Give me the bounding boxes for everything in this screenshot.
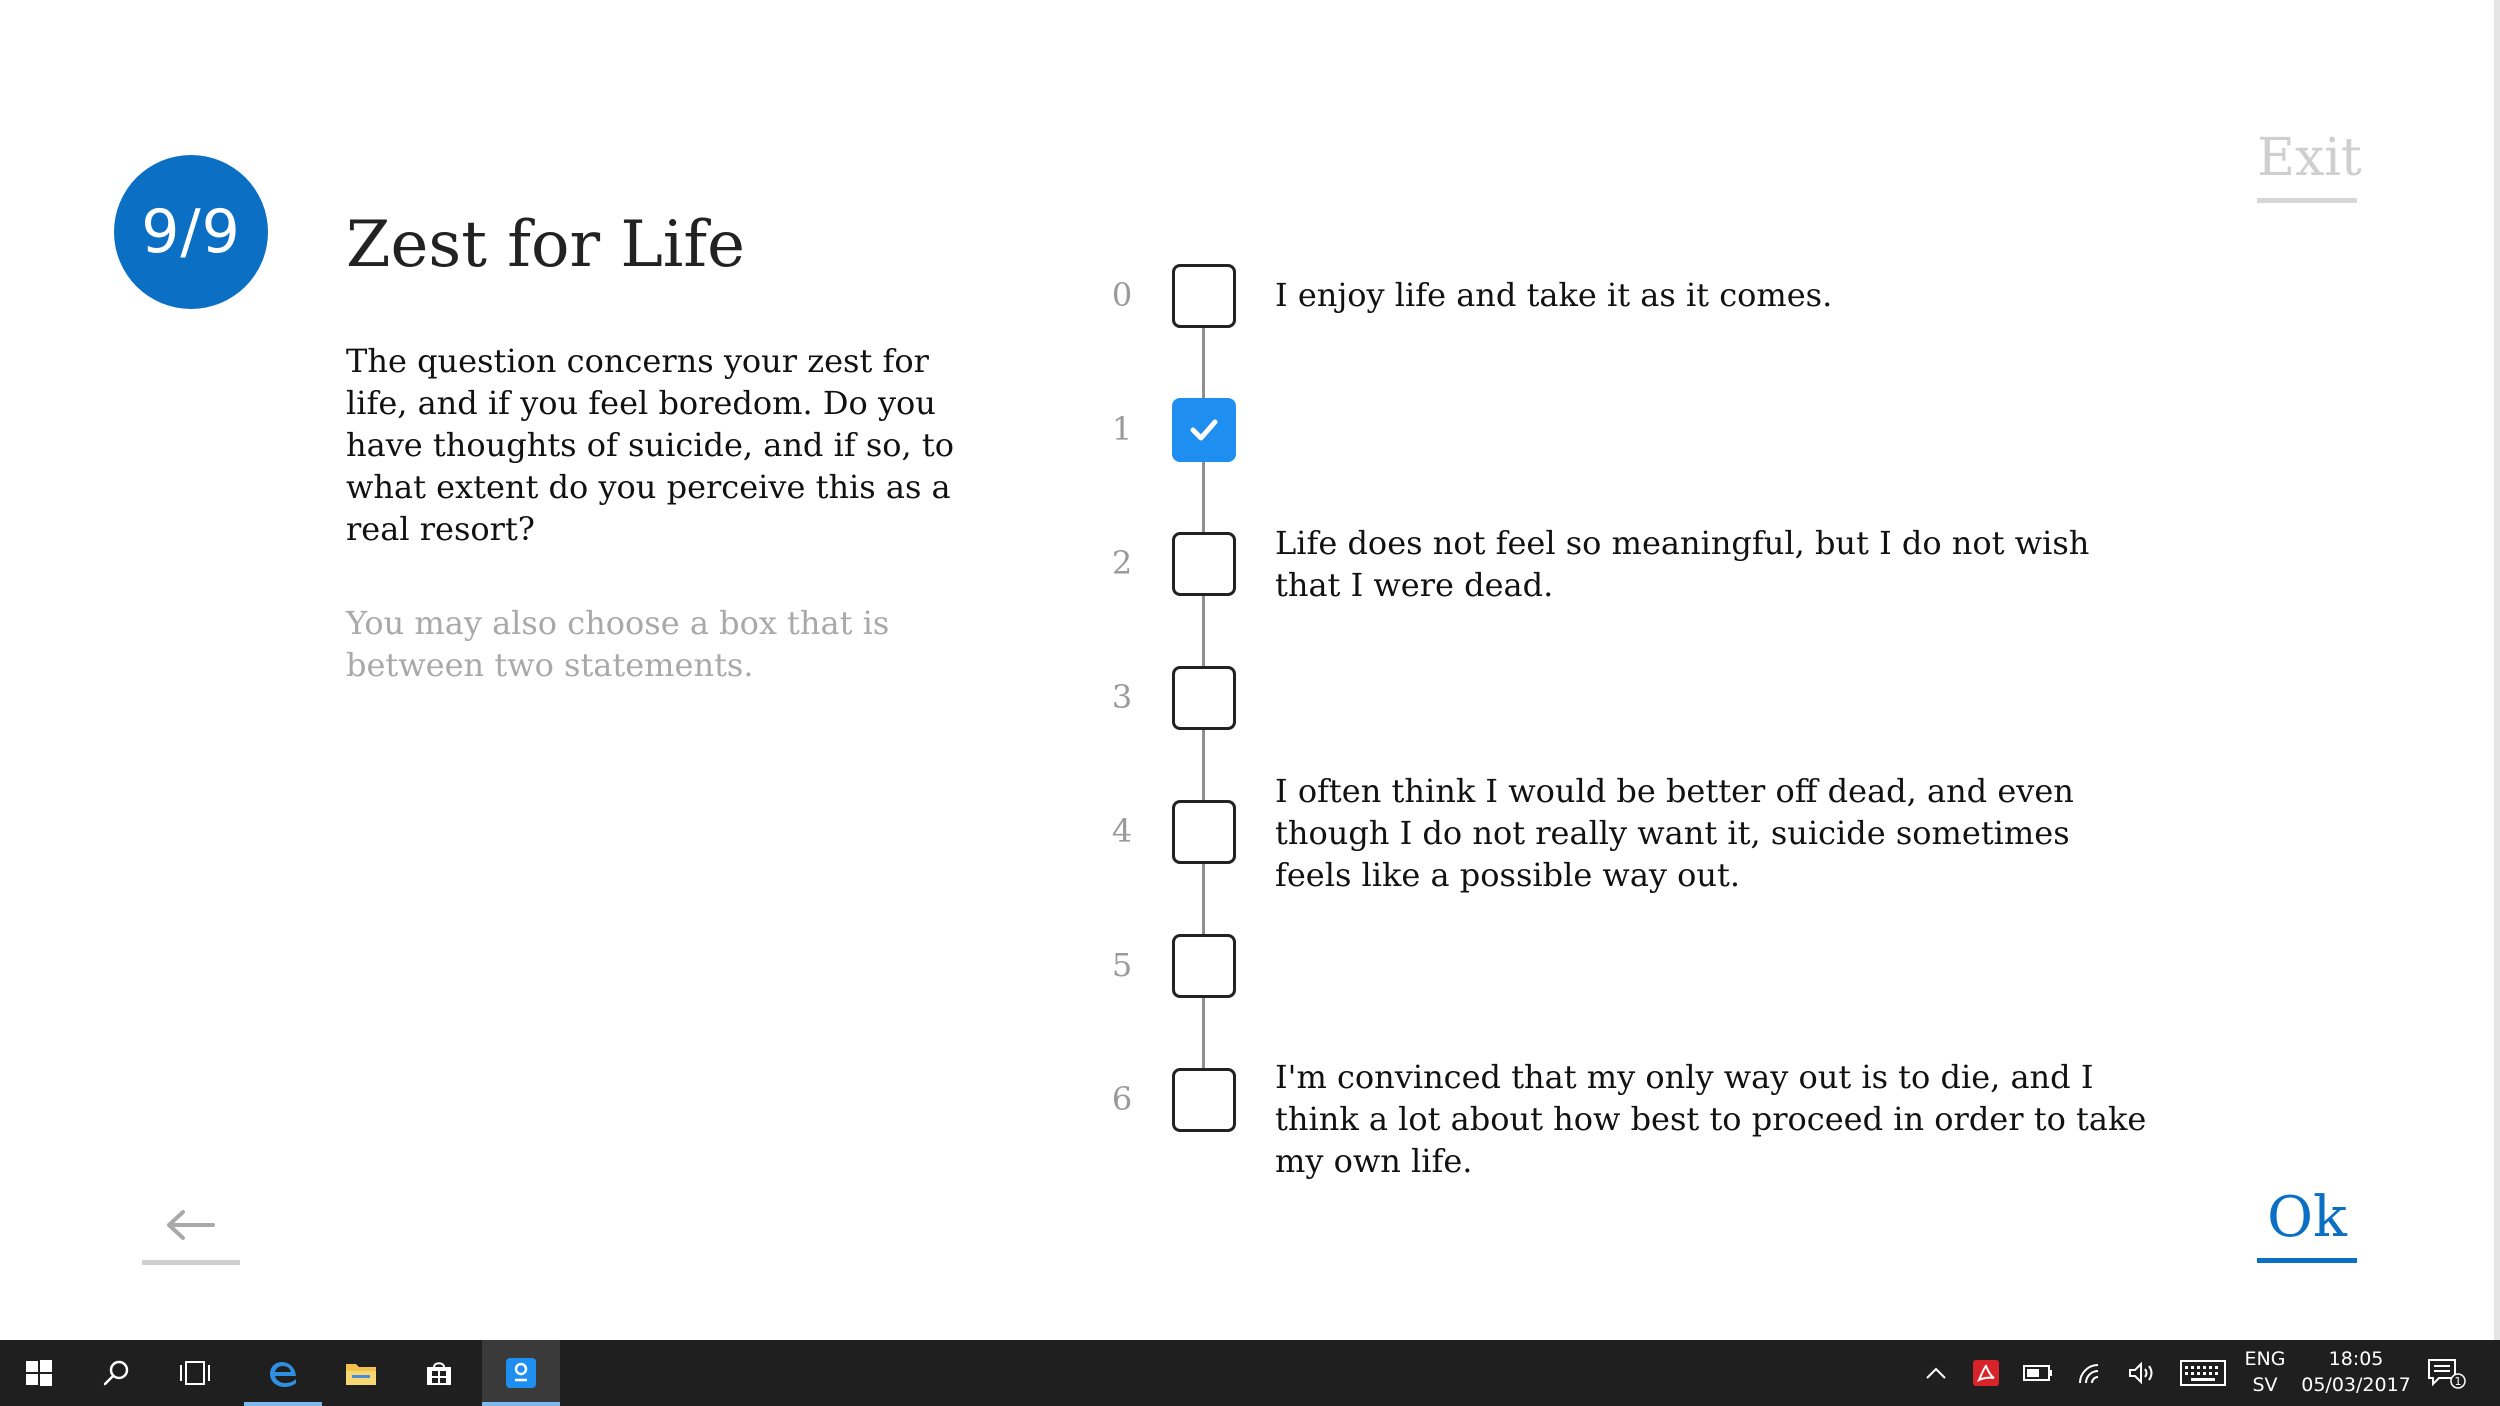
progress-badge: 9/9 — [114, 155, 268, 309]
task-view-button[interactable] — [156, 1340, 234, 1406]
scale-option-5 — [0, 934, 2500, 998]
show-hidden-icons-button[interactable] — [1918, 1358, 1954, 1388]
volume-icon — [2127, 1361, 2157, 1385]
scale-option-3 — [0, 666, 2500, 730]
scale-number: 4 — [1111, 812, 1133, 850]
question-title: Zest for Life — [346, 208, 745, 282]
input-language-indicator[interactable] — [2240, 1346, 2290, 1398]
scale-number: 3 — [1111, 678, 1133, 716]
wifi-icon — [2076, 1361, 2104, 1385]
question-hint: You may also choose a box that is between two statements. — [346, 604, 890, 684]
notification-count: 1 — [2454, 1375, 2462, 1388]
chevron-up-icon — [1925, 1366, 1947, 1380]
scale-checkbox-4[interactable] — [1172, 800, 1236, 864]
language-code: ENG — [2244, 1348, 2286, 1370]
scale-number: 1 — [1111, 410, 1133, 448]
search-button[interactable] — [78, 1340, 156, 1406]
scale-statement: I often think I would be better off dead, and even though I do not really want it, suicide sometimes feels like a possible way out. — [1275, 772, 2074, 894]
scale-checkbox-5[interactable] — [1172, 934, 1236, 998]
question-description: The question concerns your zest for life, and if you feel boredom. Do you have thoughts of suicide, and if so, to what extent do you perceive this as a real resort? — [346, 342, 954, 548]
scale-option-6 — [0, 1058, 2500, 1180]
scale-checkbox-6[interactable] — [1172, 1068, 1236, 1132]
battery-icon — [2023, 1364, 2053, 1382]
scale-option-4 — [0, 772, 2500, 894]
taskbar — [0, 1340, 2500, 1406]
exit-button[interactable]: Exit — [2257, 128, 2357, 203]
keyboard-layout-code: SV — [2252, 1374, 2278, 1396]
search-icon — [102, 1358, 132, 1388]
questionnaire-app-button[interactable] — [482, 1340, 560, 1406]
app-icon — [504, 1356, 538, 1390]
clock-time: 18:05 — [2328, 1348, 2384, 1370]
folder-icon — [344, 1358, 378, 1388]
clock-date: 05/03/2017 — [2301, 1374, 2411, 1396]
start-button[interactable] — [0, 1340, 78, 1406]
acrobat-icon — [1972, 1359, 2000, 1387]
scale-checkbox-0[interactable] — [1172, 264, 1236, 328]
volume-tray-button[interactable] — [2124, 1358, 2160, 1388]
arrow-left-icon — [165, 1210, 217, 1240]
clock[interactable] — [2296, 1346, 2416, 1398]
action-center-button[interactable] — [2424, 1358, 2470, 1388]
touch-keyboard-button[interactable] — [2178, 1358, 2228, 1388]
task-view-icon — [179, 1359, 211, 1387]
edge-browser-button[interactable] — [244, 1340, 322, 1406]
store-icon — [423, 1357, 455, 1389]
scale-checkbox-2[interactable] — [1172, 532, 1236, 596]
scale-checkbox-3[interactable] — [1172, 666, 1236, 730]
scale-statement: I'm convinced that my only way out is to die, and I think a lot about how best to proceed in order to take my own life. — [1275, 1058, 2147, 1180]
scale-option-0 — [0, 264, 2500, 328]
store-button[interactable] — [400, 1340, 478, 1406]
scale-statement: Life does not feel so meaningful, but I do not wish that I were dead. — [1275, 524, 2090, 604]
scale-option-2 — [0, 524, 2500, 604]
scale-statement: I enjoy life and take it as it comes. — [1275, 276, 1833, 314]
windows-icon — [25, 1359, 53, 1387]
scale-number: 2 — [1111, 544, 1133, 582]
scale-number: 6 — [1111, 1080, 1133, 1118]
scale-checkbox-1[interactable] — [1172, 398, 1236, 462]
scale-option-1 — [0, 398, 2500, 462]
file-explorer-button[interactable] — [322, 1340, 400, 1406]
edge-icon — [265, 1355, 301, 1391]
acrobat-tray-button[interactable] — [1968, 1358, 2004, 1388]
back-button[interactable] — [142, 1190, 240, 1265]
scale-number: 0 — [1111, 276, 1133, 314]
battery-tray-button[interactable] — [2020, 1358, 2056, 1388]
network-tray-button[interactable] — [2072, 1358, 2108, 1388]
scale-number: 5 — [1111, 946, 1133, 984]
ok-button[interactable]: Ok — [2257, 1185, 2357, 1263]
notification-icon — [2427, 1357, 2467, 1389]
checkmark-icon — [1187, 413, 1221, 447]
keyboard-icon — [2180, 1360, 2226, 1386]
